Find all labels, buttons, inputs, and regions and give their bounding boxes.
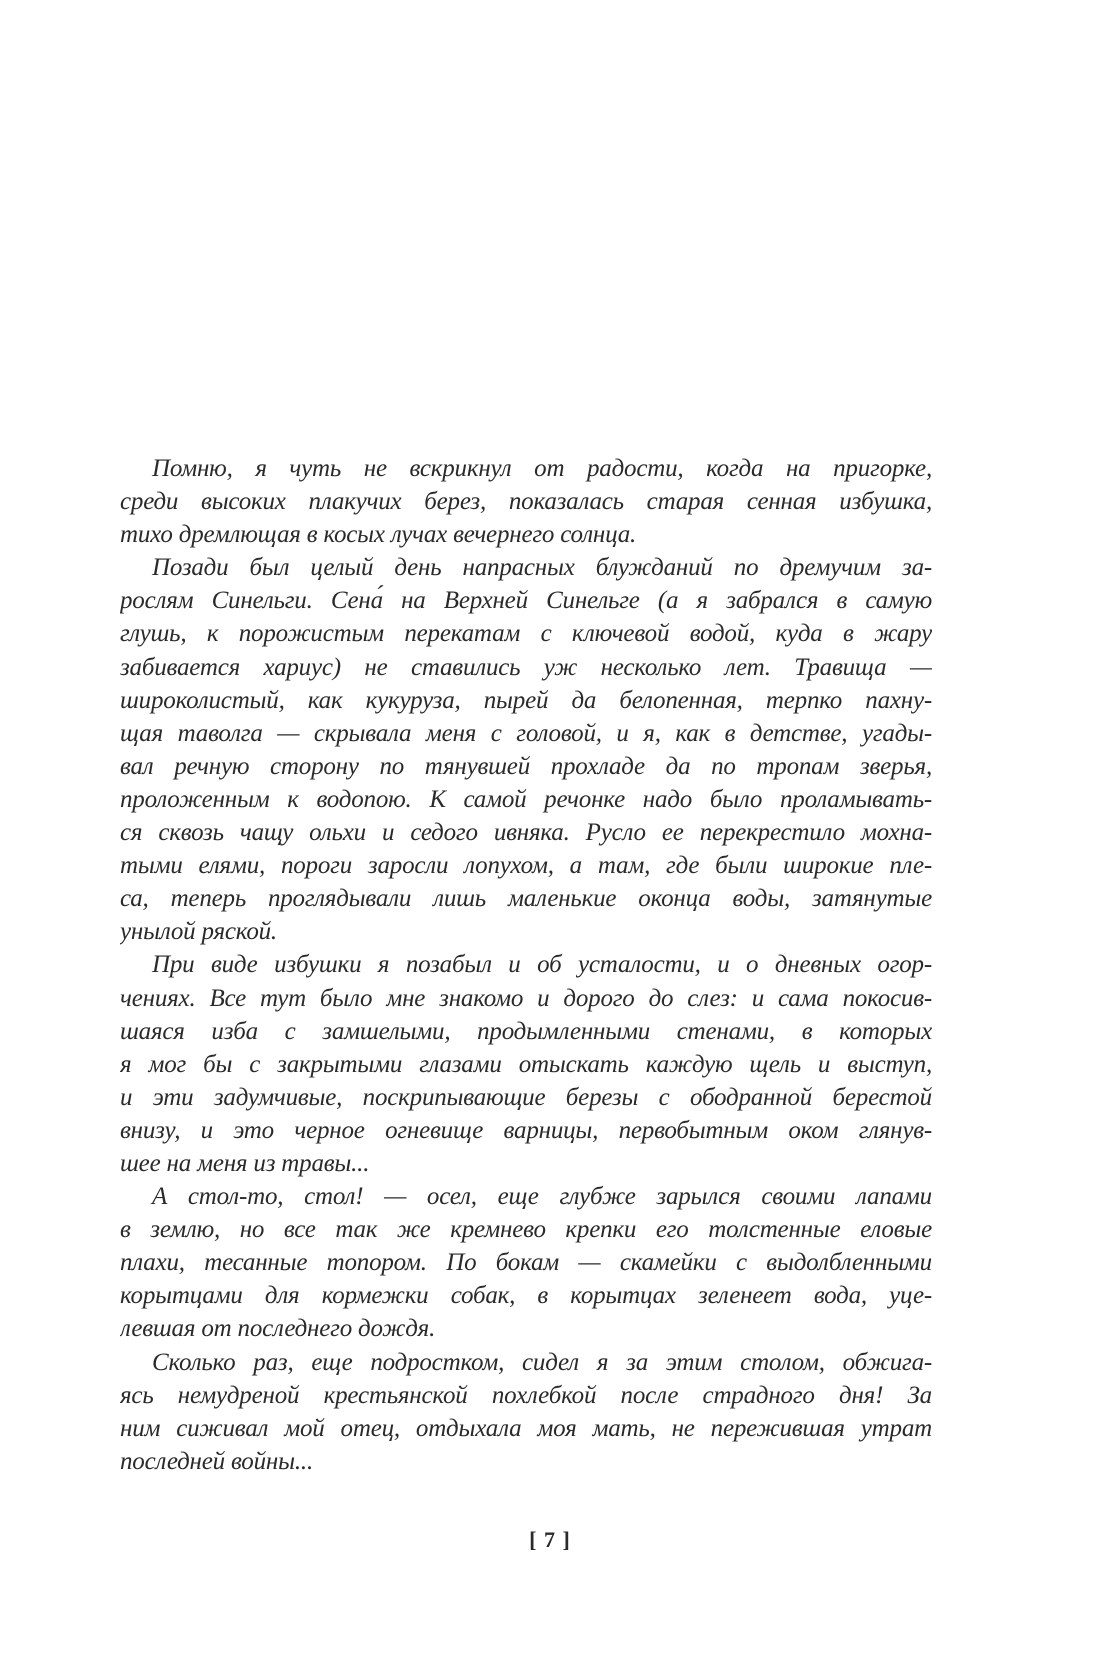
text-line: проложенным к водопою. К самой речонке надо было проламывать-: [120, 785, 932, 813]
text-line: в землю, но все так же кремнево крепки его толстенные еловые: [120, 1216, 932, 1244]
text-line: При виде избушки я позабыл и об усталости, и о дневных огор-: [152, 951, 932, 979]
body-text: [120, 452, 932, 1478]
paragraph-2: [120, 551, 932, 948]
text-line: А стол-то, стол! — осел, еще глубже зарылся своими лапами: [152, 1183, 932, 1211]
text-line: среди высоких плакучих берез, показалась старая сенная избушка,: [120, 488, 932, 516]
text-line: рослям Синельги. Сена́ на Верхней Синельге (а я забрался в самую: [120, 587, 932, 615]
text-line: я мог бы с закрытыми глазами отыскать каждую щель и выступ,: [120, 1050, 932, 1078]
text-line: забивается хариус) не ставились уж несколько лет. Травища —: [120, 653, 932, 681]
text-line: корытцами для кормежки собак, в корытцах зеленеет вода, уце-: [120, 1282, 932, 1310]
text-line: широколистый, как кукуруза, пырей да белопенная, терпко пахну-: [120, 686, 932, 714]
text-line: левшая от последнего дождя.: [120, 1315, 436, 1343]
text-line: Позади был целый день напрасных блужданий по дремучим за-: [152, 554, 932, 582]
paragraph-4: [120, 1180, 932, 1345]
text-line: ним сиживал мой отец, отдыхала моя мать, не пережившая утрат: [120, 1414, 932, 1442]
text-line: шаяся изба с замшелыми, продымленными стенами, в которых: [120, 1017, 932, 1045]
page-number: [ 7 ]: [529, 1527, 571, 1552]
text-line: унылой ряской.: [120, 918, 277, 946]
paragraph-1: [120, 452, 932, 551]
text-line: ясь немудреной крестьянской похлебкой после страдного дня! За: [120, 1381, 932, 1409]
paragraph-5: [120, 1346, 932, 1478]
text-line: са, теперь проглядывали лишь маленькие оконца воды, затянутые: [120, 885, 932, 913]
text-line: щая таволга — скрывала меня с головой, и я, как в детстве, угады-: [120, 719, 932, 747]
text-line: Помню, я чуть не вскрикнул от радости, когда на пригорке,: [152, 455, 932, 482]
text-line: внизу, и это черное огневище варницы, первобытным оком глянув-: [120, 1116, 932, 1144]
text-line: чениях. Все тут было мне знакомо и дорого до слез: и сама покосив-: [120, 984, 932, 1012]
paragraph-3: [120, 948, 932, 1180]
text-line: тыми елями, пороги заросли лопухом, а там, где были широкие пле-: [120, 852, 932, 880]
text-line: Сколько раз, еще подростком, сидел я за этим столом, обжига-: [152, 1348, 932, 1376]
text-line: плахи, тесанные топором. По бокам — скамейки с выдолбленными: [120, 1249, 932, 1277]
text-line: последней войны...: [120, 1447, 313, 1475]
text-line: вал речную сторону по тянувшей прохладе да по тропам зверья,: [120, 752, 932, 780]
text-line: и эти задумчивые, поскрипывающие березы с ободранной берестой: [120, 1083, 932, 1111]
text-line: глушь, к порожистым перекатам с ключевой водой, куда в жару: [120, 620, 932, 648]
text-line: шее на меня из травы...: [120, 1149, 370, 1177]
text-line: тихо дремлющая в косых лучах вечернего солнца.: [120, 521, 637, 549]
text-line: ся сквозь чащу ольхи и седого ивняка. Русло ее перекрестило мохна-: [120, 819, 932, 847]
